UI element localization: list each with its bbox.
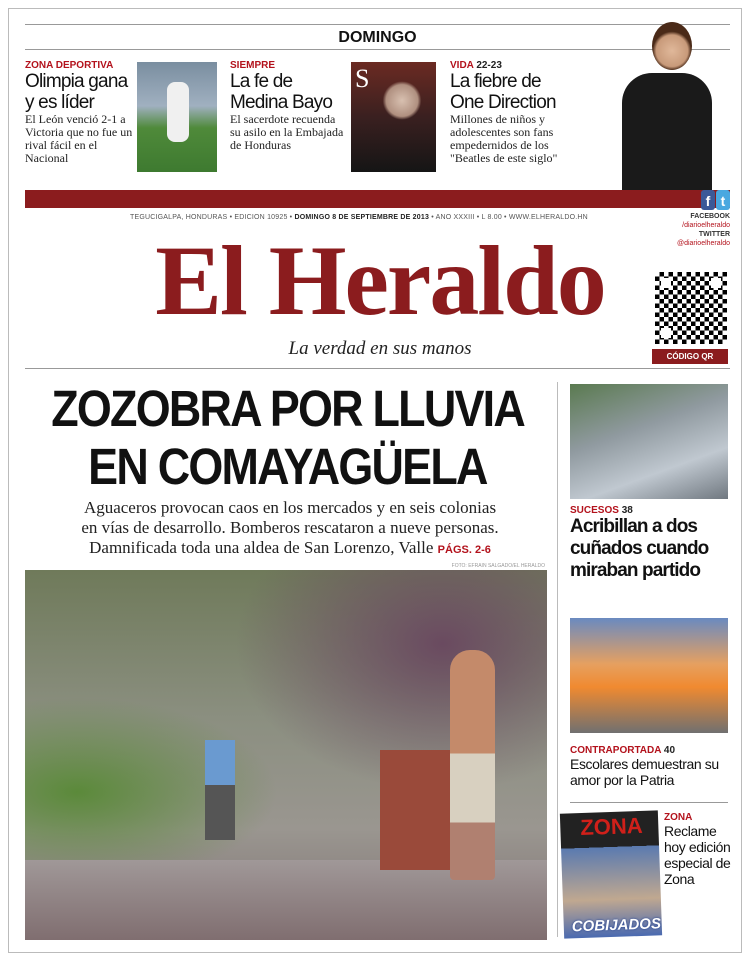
twitter-label: TWITTER	[698, 231, 730, 238]
teaser-kicker: ZONA DEPORTIVA	[25, 60, 114, 71]
twitter-icon[interactable]: t	[716, 190, 730, 210]
crime-scene-photo	[570, 384, 728, 499]
teaser-title: La fiebre de	[450, 71, 541, 92]
side-page: 38	[621, 505, 633, 516]
side-kicker: SUCESOS	[570, 505, 619, 516]
facebook-label: FACEBOOK	[690, 213, 730, 220]
teaser-kicker: VIDA	[450, 60, 474, 71]
side-story-title: Acribillan a dos cuñados cuando miraban partido	[570, 516, 709, 581]
side-page: 40	[663, 745, 676, 756]
singer-cutout-photo	[612, 18, 717, 190]
facebook-icon[interactable]: f	[701, 190, 715, 210]
twitter-handle[interactable]: @diarioelheraldo	[676, 240, 730, 247]
tagline: La verdad en sus manos	[288, 338, 472, 359]
qr-code-icon[interactable]	[655, 272, 727, 344]
qr-label: CÓDIGO QR	[652, 349, 728, 364]
day-banner: DOMINGO	[25, 24, 730, 50]
teaser-title: Olimpia gana	[25, 71, 128, 92]
zona-cover-caption: COBIJADOS	[571, 915, 662, 936]
soccer-player-photo	[137, 62, 217, 172]
lead-deck: Aguaceros provocan caos en los mercados y en seis colonias en vías de desarrollo. Bomberos rescataron a nueve personas. Damnificada toda una aldea de San Lorenzo, Valle PÁGS. 2-6	[81, 498, 499, 557]
teaser-title: One Direction	[450, 92, 556, 113]
masthead-logo: El Heraldo	[155, 225, 605, 336]
column-divider	[557, 382, 558, 937]
teaser-kicker: SIEMPRE	[230, 60, 276, 71]
teaser-title: y es líder	[25, 92, 95, 113]
teaser-body: El sacerdote recuenda su asilo en la Embajada de Honduras	[230, 112, 344, 152]
side-kicker: CONTRAPORTADA	[570, 745, 662, 756]
magazine-s-logo: S	[355, 64, 370, 93]
parade-photo	[570, 618, 728, 733]
lead-headline	[0, 380, 575, 496]
teaser-sports[interactable]	[25, 60, 135, 165]
flood-photo	[25, 570, 547, 940]
teaser-title: La fe de	[230, 71, 293, 92]
priest-photo	[351, 62, 436, 172]
teaser-title: Medina Bayo	[230, 92, 333, 113]
headline-line: EN COMAYAGÜELA	[88, 438, 487, 495]
teaser-body: Millones de niños y adolescentes son fans empedernidos de los "Beatles de este siglo"	[450, 112, 558, 165]
side-kicker: ZONA	[664, 812, 693, 823]
side-story-contraportada[interactable]	[570, 745, 732, 788]
side-story-zona[interactable]	[664, 812, 736, 887]
photo-credit: FOTO: EFRAIN SALGADO/EL HERALDO	[451, 563, 545, 569]
teaser-page: 22-23	[476, 60, 502, 71]
facebook-handle[interactable]: /diarioelheraldo	[682, 222, 730, 229]
side-story-sucesos[interactable]	[570, 505, 732, 582]
zona-cover-photo[interactable]	[560, 810, 662, 938]
teaser-body: El León venció 2-1 a Victoria que no fue un rival fácil en el Nacional	[25, 112, 133, 165]
dateline: TEGUCIGALPA, HONDURAS • EDICIÓN 10925 • DOMINGO 8 DE SEPTIEMBRE DE 2013 • AÑO XXXIII • L 8.00 • WWW.ELHERALDO.HN	[130, 214, 588, 221]
zona-cover-title: ZONA	[579, 812, 644, 841]
headline-line: ZOZOBRA POR LLUVIA	[51, 380, 524, 437]
teaser-siempre[interactable]	[230, 60, 348, 152]
side-story-title: Escolares demuestran su amor por la Patria	[570, 756, 719, 788]
side-story-title: Reclame hoy edición especial de Zona	[664, 823, 731, 887]
red-divider-bar	[25, 190, 730, 208]
lead-pages: PÁGS. 2-6	[437, 544, 491, 556]
teaser-vida[interactable]	[450, 60, 610, 165]
divider	[25, 368, 730, 369]
social-box	[650, 190, 730, 248]
divider	[570, 802, 728, 803]
